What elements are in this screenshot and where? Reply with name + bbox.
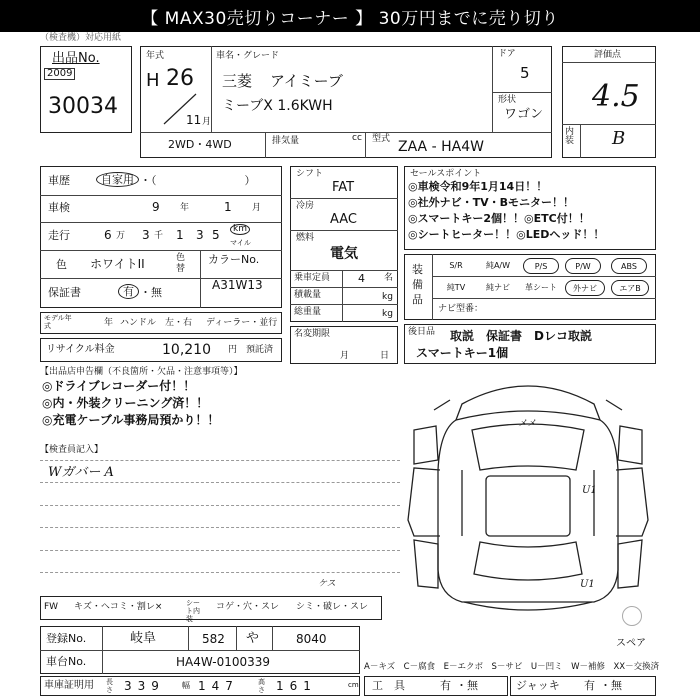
lot-stamp: 2009 — [44, 68, 75, 80]
sales-points-label: セールスポイント — [410, 169, 482, 179]
registration-number: 8040 — [296, 632, 327, 646]
mileage-d1: 6 — [104, 228, 112, 242]
history-label: 車歴 — [48, 174, 70, 187]
interior-value: B — [612, 128, 626, 149]
aircon-value: AAC — [330, 212, 357, 227]
inspection-month: 1 — [224, 200, 232, 214]
model-grade: ミーブX 1.6KWH — [222, 98, 333, 114]
cert-length: 339 — [124, 679, 165, 693]
score-value: 4.5 — [592, 79, 640, 114]
chassis-label: 車台No. — [46, 655, 87, 668]
lot-number: 30034 — [48, 94, 118, 119]
tools-yes: 有 — [440, 679, 451, 692]
equip-power-windows: P/W — [565, 258, 601, 274]
body-shape-label: 形状 — [498, 95, 517, 105]
shift-value: FAT — [332, 180, 355, 195]
damage-mark-front: メメ — [518, 419, 537, 429]
equip-alloy-wheels: 純A/W — [485, 261, 511, 270]
cert-label: 車庫証明用 — [44, 680, 94, 691]
extras-line2: スマートキー1個 — [416, 346, 509, 360]
equip-power-steering: P/S — [523, 258, 559, 274]
model-type-value: ZAA - HA4W — [398, 139, 484, 155]
handle-text: ハンドル 左・右 — [120, 318, 193, 328]
capacity-value: 4 — [358, 272, 365, 285]
cert-width: 147 — [198, 679, 239, 693]
history-rest: ・（ ） — [140, 174, 256, 187]
equipment-label: 装備品 — [412, 263, 423, 306]
navi-model-label: ナビ型番： — [438, 304, 484, 314]
fuel-value: 電気 — [330, 246, 358, 262]
equip-abs: ABS — [611, 258, 647, 274]
remark-line: ◎ドライブレコーダー付！！ — [42, 379, 196, 393]
sales-point-line: ◎車検令和9年1月14日！！ — [408, 180, 548, 193]
color-label: 色 — [56, 258, 67, 271]
mileage-unit-mile: マイル — [230, 239, 251, 247]
gross-weight-unit: kg — [382, 309, 393, 319]
jack-yes: 有 — [584, 679, 595, 692]
registration-area: 岐阜 — [130, 631, 157, 646]
mileage-d2: 3 — [142, 228, 150, 242]
fuel-label: 燃料 — [296, 233, 315, 243]
name-change-label: 名変期限 — [294, 329, 331, 339]
shift-label: シフト — [296, 169, 324, 179]
model-year-unit: 年 — [104, 318, 114, 328]
mileage-unit-km: km — [230, 224, 250, 235]
sale-banner: 【 MAX30売切りコーナー 】 30万円までに売り切り — [0, 0, 700, 32]
sales-point-line: ◎スマートキー2個！！◎ETC付！！ — [408, 212, 590, 225]
mileage-d5: 5 — [212, 228, 220, 242]
spare-tire-icon — [622, 606, 642, 626]
tools-label: 工 具 — [372, 679, 405, 692]
displacement-label: 排気量 — [272, 136, 300, 146]
model-label: 車名・グレード — [216, 51, 280, 61]
capacity-label: 乗車定員 — [294, 273, 331, 283]
warranty-no: ・無 — [140, 286, 162, 299]
cond-stain: シミ・破レ・スレ — [296, 602, 369, 612]
warranty-yes: 有 — [118, 284, 139, 299]
warranty-label: 保証書 — [48, 286, 81, 299]
cond-items: キズ・ヘコミ・割レ× — [74, 602, 163, 612]
inspection-year: 9 — [152, 200, 160, 214]
remarks-label: 【出品店申告欄（不良箇所・欠品・注意事項等）】 — [40, 367, 243, 377]
equip-aftermarket-navi: 外ナビ — [565, 280, 605, 296]
lot-label: 出品No. — [52, 51, 100, 66]
header-note: （検査機）対応用紙 — [40, 33, 122, 43]
sales-point-line: ◎社外ナビ・TV・Bモニター！！ — [408, 196, 574, 209]
inspection-month-unit: 月 — [252, 203, 262, 213]
color-repaint-label: 色替 — [176, 253, 186, 274]
remark-line: ◎内・外装クリーニング済！！ — [42, 396, 209, 410]
damage-mark-right-rear: U1 — [580, 579, 595, 590]
score-label: 評価点 — [594, 50, 622, 60]
registration-class: 582 — [202, 632, 225, 646]
cert-length-label: 長さ — [106, 678, 113, 694]
model-year-label: モデル年式 — [44, 314, 72, 330]
spare-label: スペア — [616, 638, 646, 649]
equip-factory-tv: 純TV — [446, 283, 466, 292]
inspector-note: Wガバー A — [48, 465, 114, 480]
recycle-label: リサイクル料金 — [46, 344, 115, 355]
mileage-label: 走行 — [48, 229, 70, 242]
color-value: ホワイトII — [90, 257, 145, 271]
gross-weight-label: 総重量 — [294, 307, 322, 317]
displacement-unit: cc — [352, 133, 362, 143]
drive-type: 2WD・4WD — [168, 138, 232, 151]
history-value: 自家用 — [96, 172, 139, 187]
capacity-unit: 名 — [384, 273, 394, 283]
cert-height-label: 高さ — [258, 678, 265, 694]
cert-height: 161 — [276, 679, 317, 693]
model-make: 三菱 — [222, 72, 253, 90]
name-change-month: 月 — [340, 351, 350, 361]
inspection-year-unit: 年 — [180, 203, 190, 213]
recycle-unit: 円 — [228, 345, 238, 355]
inspector-label: 【検査員記入】 — [40, 445, 104, 455]
year-value: 26 — [166, 66, 194, 91]
model-type-label: 型式 — [372, 134, 391, 144]
cond-seat: シート内装 — [186, 599, 200, 623]
sales-point-line: ◎シートヒーター！！◎LEDヘッド！！ — [408, 228, 605, 241]
dealer-text: ディーラー・並行 — [206, 318, 278, 328]
aircon-label: 冷房 — [296, 201, 315, 211]
damage-mark-ks: ケス — [318, 579, 336, 589]
mileage-u2: 千 — [154, 231, 164, 241]
car-damage-diagram — [400, 360, 656, 620]
recycle-note: 預託済 — [246, 345, 274, 355]
interior-label: 内装 — [565, 127, 575, 146]
equip-sunroof: S/R — [449, 261, 463, 270]
cert-unit: cm — [348, 681, 359, 689]
model-name: アイミーブ — [270, 72, 343, 90]
load-unit: kg — [382, 292, 393, 302]
year-month-unit: 月 — [202, 117, 212, 127]
equip-airbag: エアB — [611, 280, 649, 296]
cond-dirt: コゲ・穴・スレ — [216, 602, 280, 612]
mileage-u1: 万 — [116, 231, 126, 241]
registration-label: 登録No. — [46, 632, 87, 645]
year-era: H — [146, 70, 160, 91]
color-code-label: カラーNo. — [208, 253, 260, 266]
load-label: 積載量 — [294, 290, 322, 300]
remark-line: ◎充電ケーブル事務局預かり！！ — [42, 413, 220, 427]
body-shape-value: ワゴン — [504, 107, 544, 122]
name-change-day: 日 — [380, 351, 390, 361]
extras-label: 後日品 — [408, 327, 436, 337]
year-label: 年式 — [146, 51, 165, 61]
doors-label: ドア — [498, 49, 516, 59]
mileage-d4: 3 — [196, 228, 204, 242]
damage-mark-right-door: U1 — [582, 485, 597, 496]
recycle-value: 10,210 — [162, 342, 211, 358]
registration-kana: や — [246, 631, 260, 646]
year-month: 11 — [186, 113, 202, 127]
cond-fw: FW — [44, 602, 59, 612]
doors-value: 5 — [520, 64, 530, 82]
inspection-label: 車検 — [48, 201, 70, 214]
jack-label: ジャッキ — [516, 679, 560, 692]
damage-legend: A－キズ C－腐食 E－エクボ S－サビ U－凹ミ W－補修 XX－交換済 — [364, 662, 660, 672]
tools-no: ・無 — [456, 679, 478, 692]
equip-factory-navi: 純ナビ — [486, 283, 510, 292]
mileage-d3: 1 — [176, 228, 184, 242]
extras-line1: 取説 保証書 Dレコ取説 — [450, 329, 592, 343]
color-code: A31W13 — [212, 278, 263, 292]
jack-no: ・無 — [600, 679, 622, 692]
cert-width-label: 幅 — [182, 681, 190, 690]
chassis-number: HA4W-0100339 — [176, 655, 271, 669]
equip-leather-seats: 革シート — [525, 283, 557, 292]
